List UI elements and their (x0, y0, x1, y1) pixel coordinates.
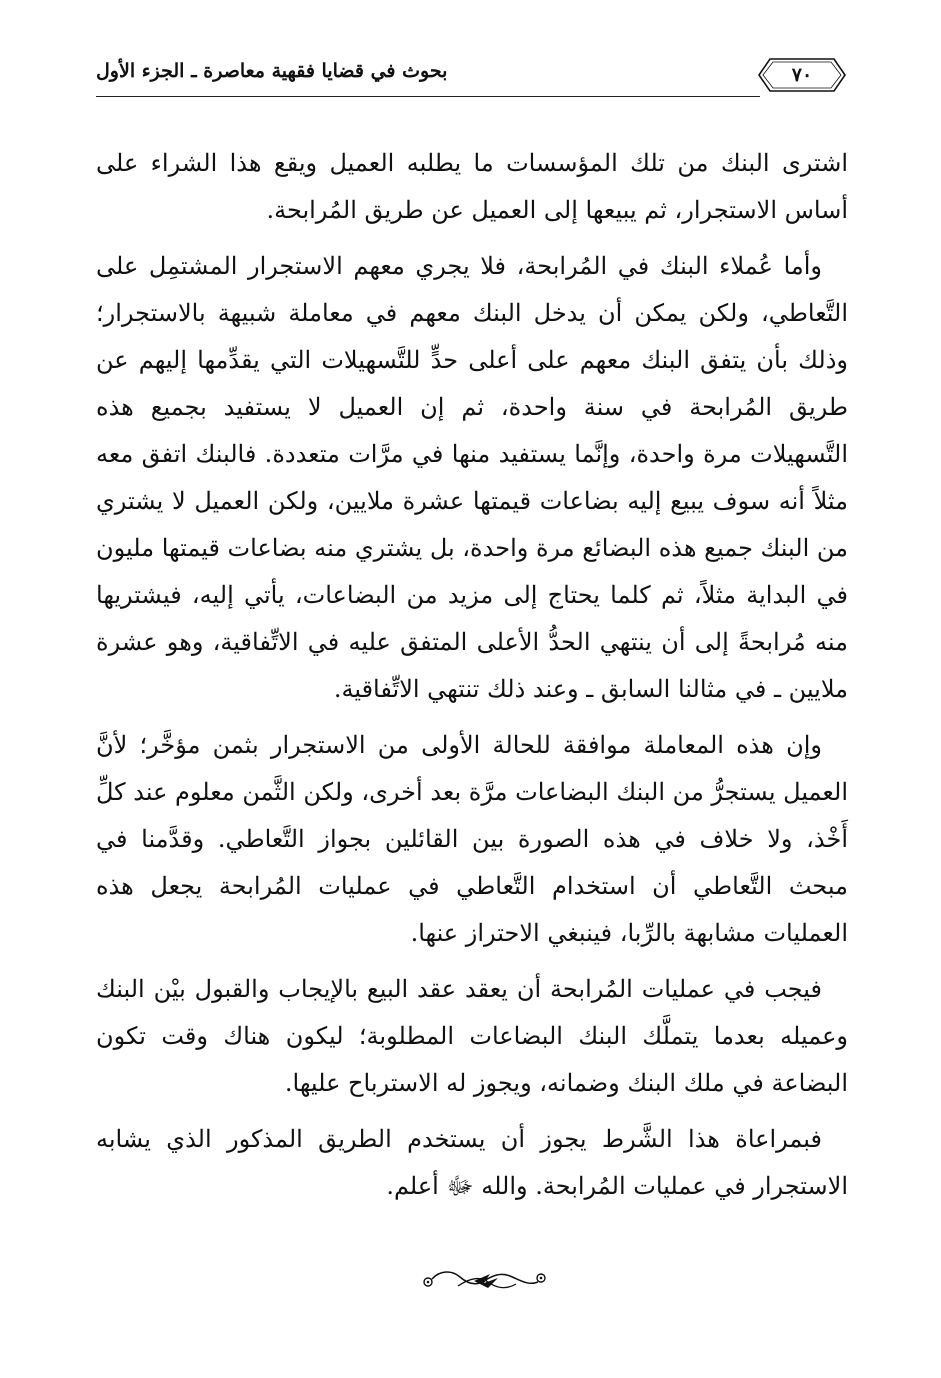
page-header (96, 56, 848, 102)
page-number: ٧٠ (791, 64, 813, 86)
running-title: بحوث في قضايا فقهية معاصرة ـ الجزء الأول (96, 60, 448, 82)
body-text (96, 140, 848, 1219)
paragraph-4: فيجب في عمليات المُرابحة أن يعقد عقد البيع بالإيجاب والقبول بيْن البنك وعميله بعدما يتملَّك البنك البضاعات المطلوبة؛ ليكون هناك وقت تكون البضاعة في ملك البنك وضمانه، ويجوز له الاسترباح عليها. (96, 975, 848, 1097)
paragraph-3: وإن هذه المعاملة موافقة للحالة الأولى من الاستجرار بثمن مؤخَّر؛ لأنَّ العميل يستجرُّ من البنك البضاعات مرَّة بعد أخرى، ولكن الثَّمن معلوم عند كلِّ أَخْذ، ولا خلاف في هذه الصورة بين القائلين بجواز التَّعاطي. وقدَّمنا في مبحث التَّعاطي أن استخدام التَّعاطي في عمليات المُرابحة يجعل هذه العمليات مشابهة بالرِّبا، فينبغي الاحتراز عنها. (96, 731, 848, 947)
paragraph-2: وأما عُملاء البنك في المُرابحة، فلا يجري معهم الاستجرار المشتمِل على التَّعاطي، ولكن يمكن أن يدخل البنك معهم في معاملة شبيهة بالاستجرار؛ وذلك بأن يتفق البنك معهم على أعلى حدٍّ للتَّسهيلات التي يقدِّمها إليهم عن طريق المُرابحة في سنة واحدة، ثم إن العميل لا يستفيد بجميع هذه التَّسهيلات مرة واحدة، وإنَّما يستفيد منها في مرَّات متعددة. فالبنك اتفق معه مثلاً أنه سوف يبيع إليه بضاعات قيمتها عشرة ملايين، ولكن العميل لا يشتري من البنك جميع هذه البضائع مرة واحدة، بل يشتري منه بضاعات قيمتها مليون في البداية مثلاً، ثم كلما يحتاج إلى مزيد من البضاعات، يأتي إليه، فيشتريها منه مُرابحةً إلى أن ينتهي الحدُّ الأعلى المتفق عليه في الاتِّفاقية، وهو عشرة ملايين ـ في مثالنا السابق ـ وعند ذلك تنتهي الاتِّفاقية. (96, 252, 849, 703)
paragraph-5: فبمراعاة هذا الشَّرط يجوز أن يستخدم الطريق المذكور الذي يشابه الاستجرار في عمليات المُرابحة. والله ﷻ أعلم. (96, 1125, 848, 1200)
paragraph-1: اشترى البنك من تلك المؤسسات ما يطلبه العميل ويقع هذا الشراء على أساس الاستجرار، ثم يبيعها إلى العميل عن طريق المُرابحة. (96, 149, 848, 224)
header-rule (96, 96, 760, 97)
end-ornament-icon (418, 1264, 550, 1298)
page-number-badge (756, 56, 848, 94)
